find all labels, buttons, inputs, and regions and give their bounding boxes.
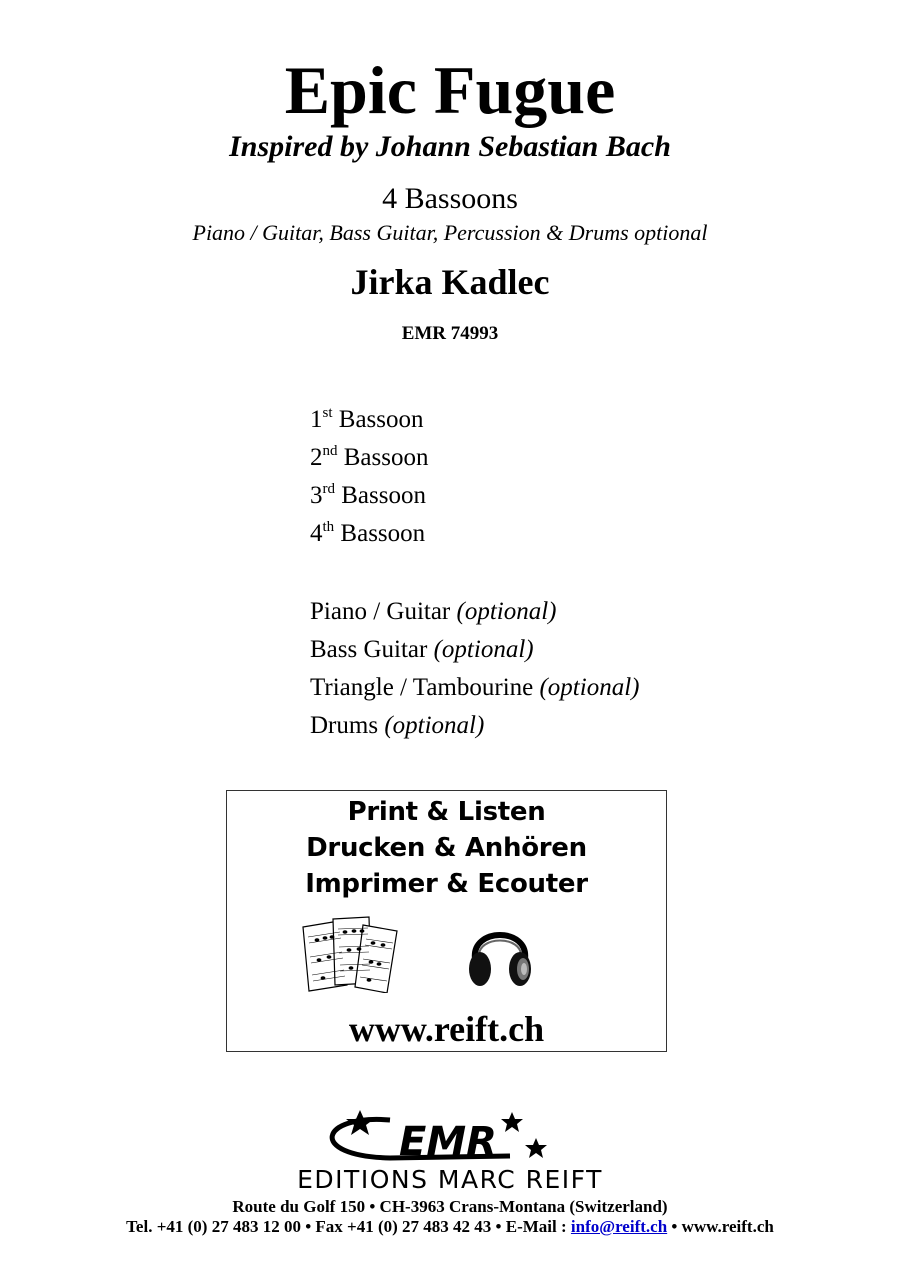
promo-line-english: Print & Listen (347, 797, 546, 827)
catalog-number: EMR 74993 (401, 323, 499, 344)
optional-part-item: Bass Guitar (optional) (310, 636, 534, 663)
part-item: 2nd Bassoon (310, 443, 429, 471)
score-title: Epic Fugue (284, 52, 616, 128)
publisher-address: Route du Golf 150 • CH-3963 Crans-Montana (Switzerland) (232, 1197, 668, 1216)
email-link[interactable]: info@reift.ch (570, 1217, 668, 1236)
part-item: 3rd Bassoon (310, 481, 426, 509)
instrumentation: 4 Bassoons (382, 182, 518, 215)
optional-parts-list (310, 593, 639, 745)
part-item: 1st Bassoon (310, 405, 424, 433)
sheet-music-icon (299, 913, 409, 993)
composer-name: Jirka Kadlec (350, 262, 550, 302)
star-icon (525, 1138, 547, 1158)
part-item: 4th Bassoon (310, 519, 426, 547)
optional-part-item: Drums (optional) (310, 712, 485, 739)
headphones-icon (465, 915, 535, 991)
parts-list (310, 401, 428, 553)
optional-part-item: Triangle / Tambourine (optional) (310, 674, 640, 701)
print-listen-box (226, 790, 667, 1052)
promo-line-french: Imprimer & Ecouter (305, 869, 588, 899)
optional-part-item: Piano / Guitar (optional) (310, 598, 557, 625)
star-icon (501, 1112, 523, 1132)
publisher-logo (240, 1108, 660, 1192)
score-subtitle: Inspired by Johann Sebastian Bach (229, 130, 671, 163)
publisher-name: EDITIONS MARC REIFT (297, 1165, 603, 1192)
logo-text: EMR (399, 1119, 497, 1165)
promo-website[interactable]: www.reift.ch (348, 1009, 545, 1049)
publisher-contact: Tel. +41 (0) 27 483 12 00 • Fax +41 (0) 27 483 42 43 • E-Mail : info@reift.ch • www.reift.ch (126, 1217, 774, 1236)
promo-line-german: Drucken & Anhören (306, 833, 587, 863)
optional-instruments: Piano / Guitar, Bass Guitar, Percussion & Drums optional (192, 220, 708, 245)
